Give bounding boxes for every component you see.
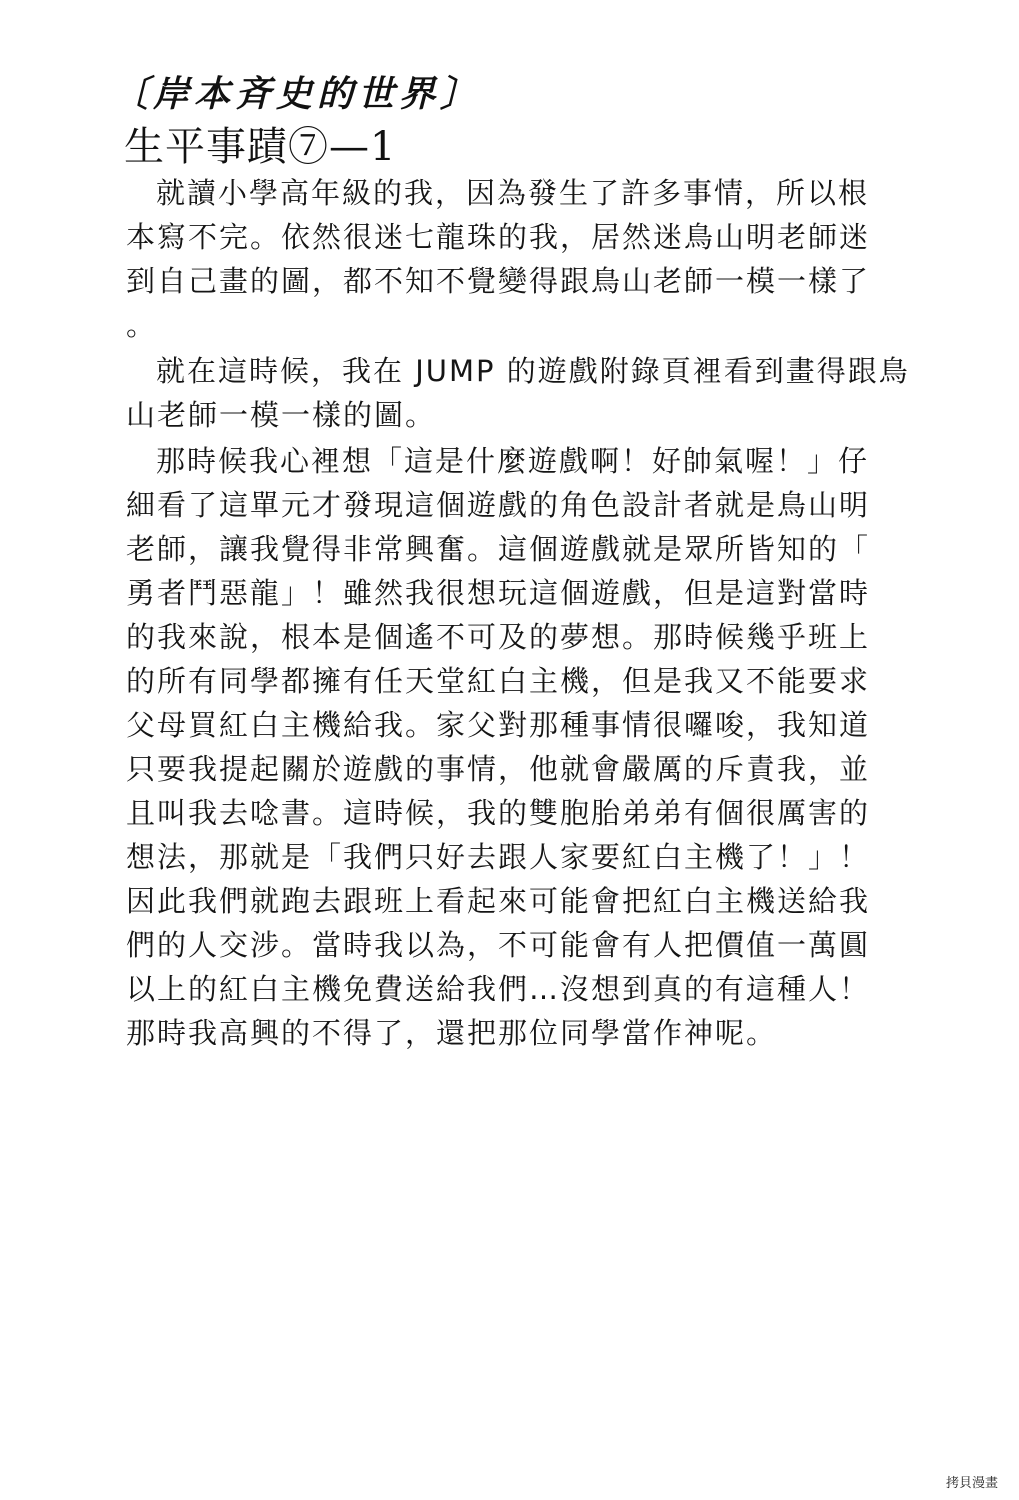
body-text	[126, 171, 916, 1055]
text-line: 到自己畫的圖，都不知不覺變得跟鳥山老師一模一樣了	[126, 264, 871, 298]
series-title: 〔岸本斉史的世界〕	[112, 73, 482, 115]
text-line: 勇者鬥惡龍」！雖然我很想玩這個遊戲，但是這對當時	[126, 576, 871, 610]
chapter-title: 生平事蹟⑦—1	[124, 124, 397, 170]
text-line: 且叫我去唸書。這時候，我的雙胞胎弟弟有個很厲害的	[126, 796, 871, 830]
text-line: 的我來說，根本是個遙不可及的夢想。那時候幾乎班上	[126, 620, 871, 654]
text-line: 就讀小學高年級的我，因為發生了許多事情，所以根	[156, 176, 870, 210]
text-line: 們的人交涉。當時我以為，不可能會有人把價值一萬圓	[126, 928, 871, 962]
text-line: 本寫不完。依然很迷七龍珠的我，居然迷鳥山明老師迷	[126, 220, 871, 254]
text-line: 那時候我心裡想「這是什麼遊戲啊！好帥氣喔！」仔	[156, 444, 870, 478]
text-line: 山老師一模一樣的圖。	[126, 398, 437, 432]
text-line: 細看了這單元才發現這個遊戲的角色設計者就是鳥山明	[126, 488, 871, 522]
text-line: 就在這時候，我在 JUMP 的遊戲附錄頁裡看到畫得跟鳥	[156, 354, 910, 388]
text-line: 那時我高興的不得了，還把那位同學當作神呢。	[126, 1016, 778, 1050]
text-line: 想法，那就是「我們只好去跟人家要紅白主機了！」！	[126, 840, 871, 874]
watermark: 拷貝漫畫	[943, 1471, 1001, 1492]
text-line: 的所有同學都擁有任天堂紅白主機，但是我又不能要求	[126, 664, 871, 698]
text-line: 父母買紅白主機給我。家父對那種事情很囉唆，我知道	[126, 708, 871, 742]
text-line: 老師，讓我覺得非常興奮。這個遊戲就是眾所皆知的「	[126, 532, 871, 566]
text-line: 。	[126, 308, 158, 342]
text-line: 只要我提起關於遊戲的事情，他就會嚴厲的斥責我，並	[126, 752, 871, 786]
text-line: 以上的紅白主機免費送給我們…沒想到真的有這種人！	[126, 972, 871, 1006]
text-line: 因此我們就跑去跟班上看起來可能會把紅白主機送給我	[126, 884, 871, 918]
